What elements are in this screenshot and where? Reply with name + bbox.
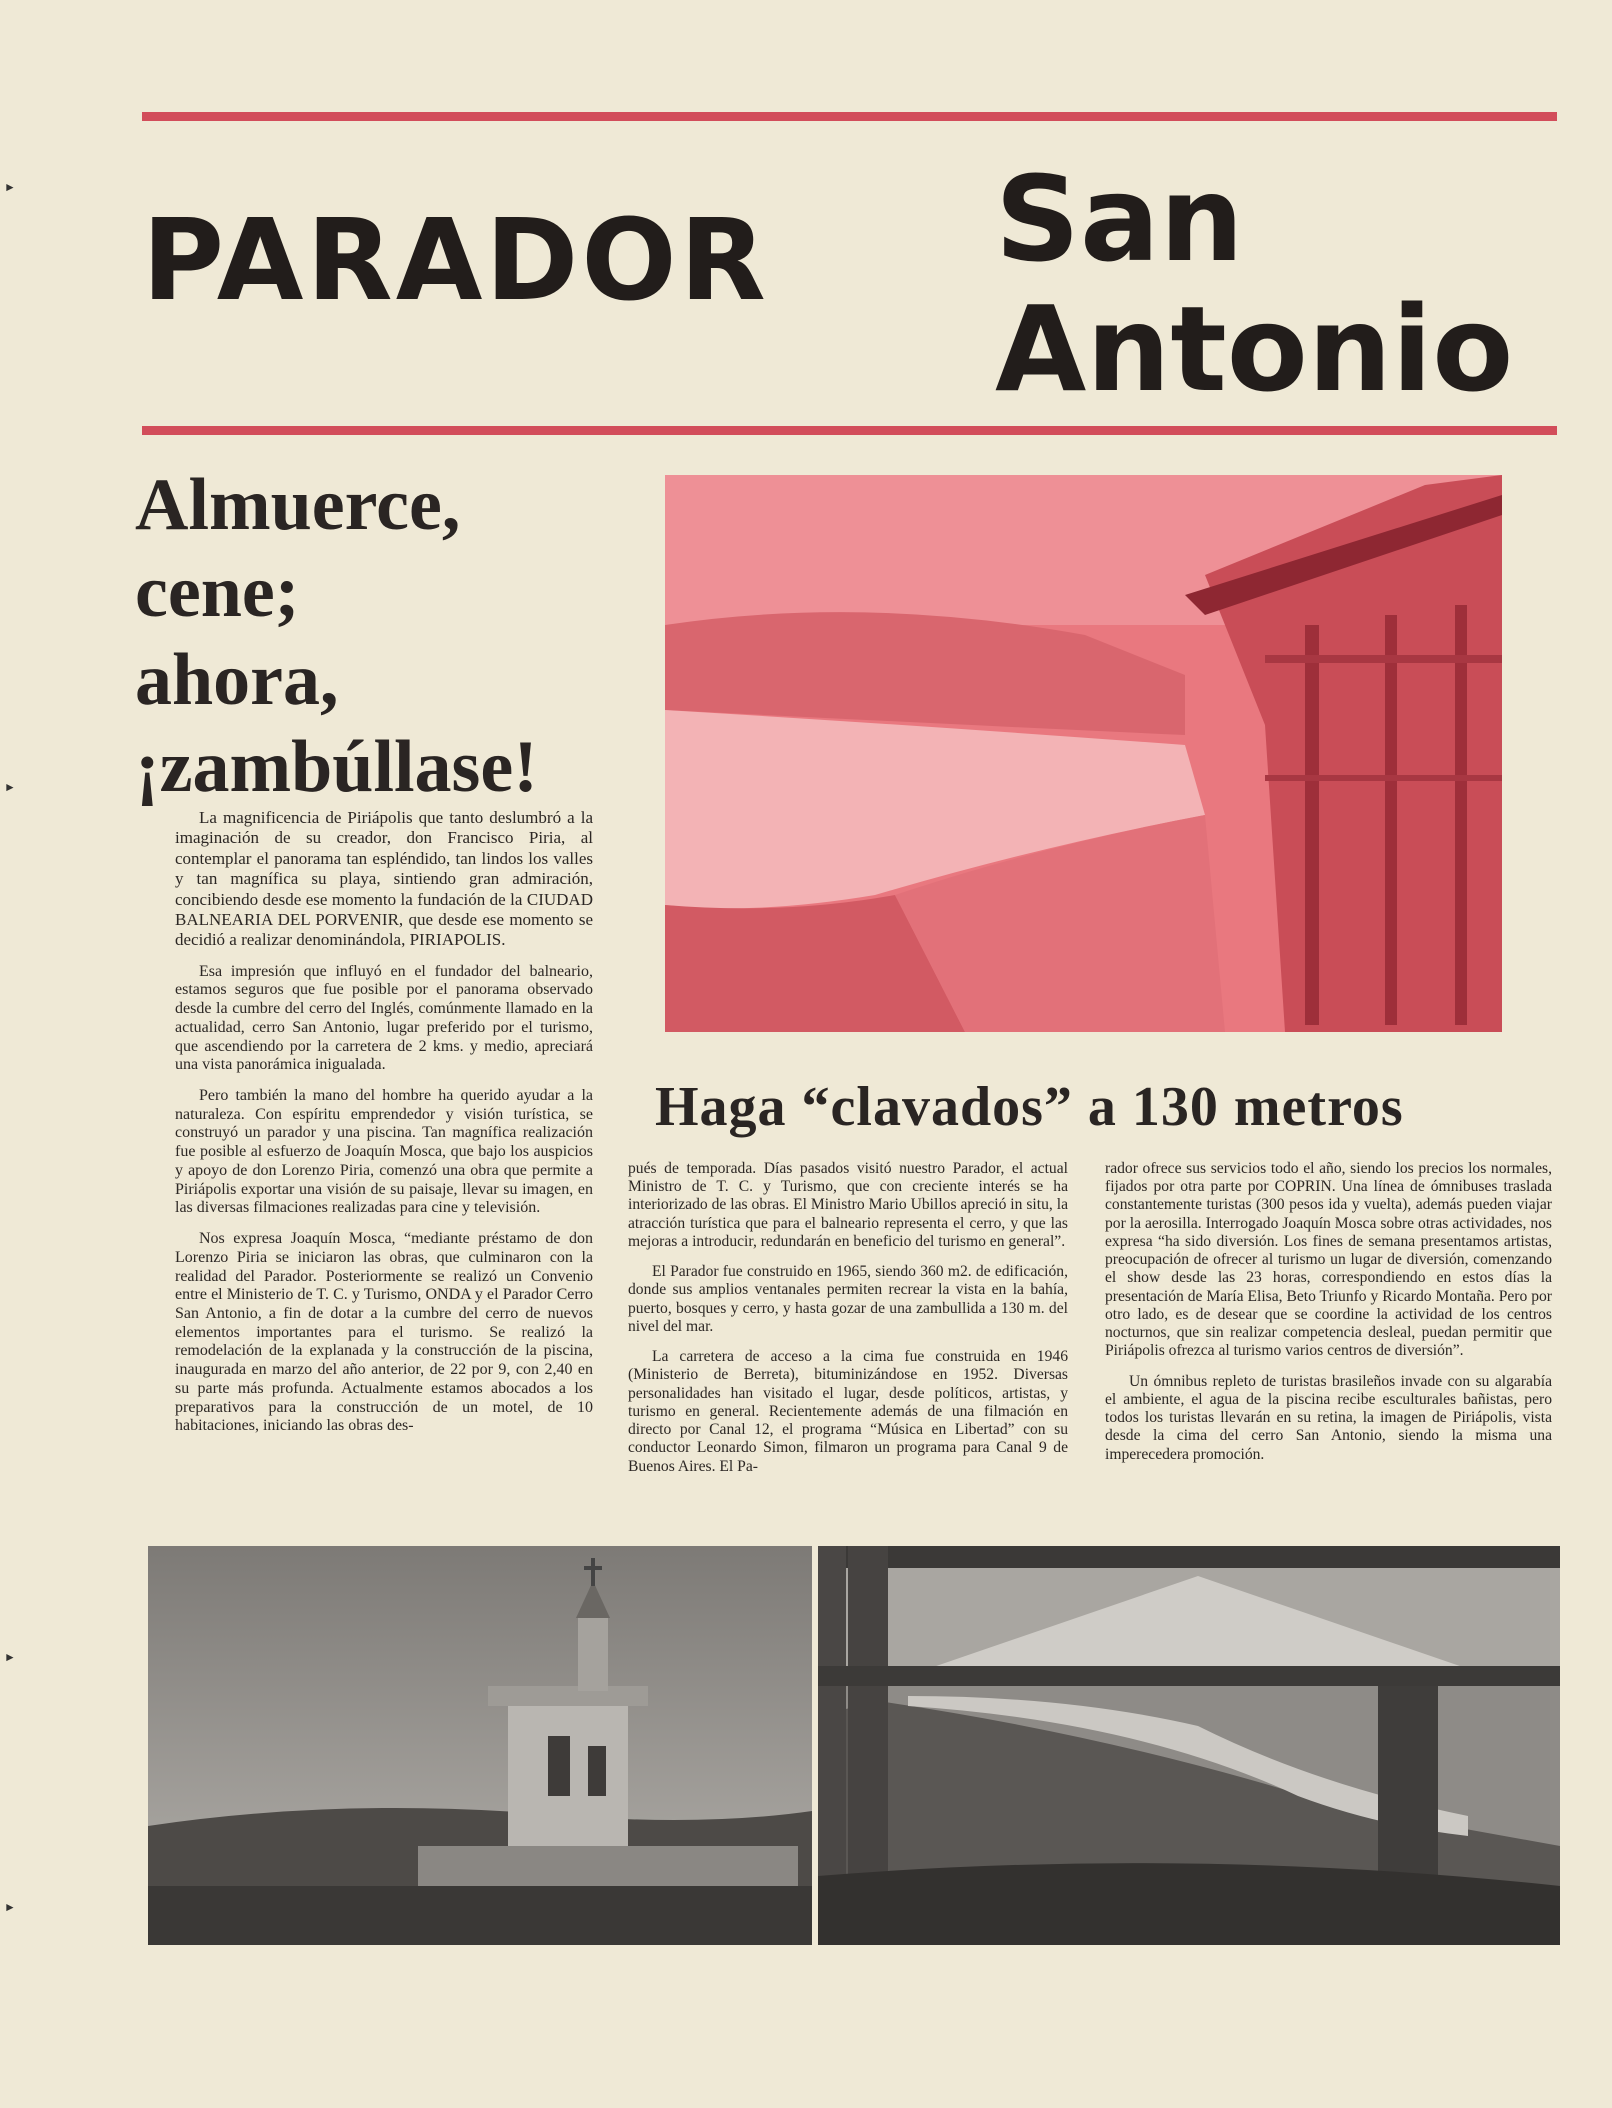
column-1-paragraph: Esa impresión que influyó en el fundador del balneario, estamos seguros que fue posible por el panorama observado desde la cumbre del cerro del Inglés, comúnmente llamado en la actualidad, cerro San Antonio, lugar preferido por el turismo, que ascendiendo por la carretera de 2 kms. y medio, apreciará una vista panorámica inigualada. <box>175 962 593 1074</box>
column-1-paragraph: Nos expresa Joaquín Mosca, “mediante préstamo de don Lorenzo Piria se iniciaron las obras, que culminaron con la realidad del Parador. Posteriormente se realizó un Convenio entre el Ministerio de T. C. y Turismo, ONDA y el Parador Cerro San Antonio, a fin de dotar a la cumbre del cerro de nuevos elementos importantes para el turismo. Se realizó la remodelación de la explanada y la construcción de la piscina, inaugurada en marzo del año anterior, de 22 por 9, con 2,40 en su parte más profunda. Actualmente estamos abocados a los preparativos para la construcción de un motel, de 10 habitaciones, iniciando las obras des- <box>175 1230 593 1435</box>
margin-registration-mark: ► <box>4 180 16 194</box>
subheadline: Haga “clavados” a 130 metros <box>655 1076 1404 1138</box>
column-1-paragraph: La magnificencia de Piriápolis que tanto deslumbró a la imaginación de su creador, don Francisco Piria, al contemplar el panorama tan espléndido, tan lindos los valles y tan magnífica su playa, sintiendo gran admiración, concibiendo desde ese momento la fundación de la CIUDAD BALNEARIA DEL PORVENIR, que desde ese momento se decidió a realizar denominándola, PIRIAPOLIS. <box>175 808 593 950</box>
headline-line-1: Almuerce, <box>135 464 461 546</box>
top-red-rule <box>142 112 1557 121</box>
column-3-paragraph: rador ofrece sus servicios todo el año, siendo los precios los normales, fijados por otra parte por COPRIN. Una línea de ómnibuses traslada constantemente turistas (300 pesos ida y vuelta), además pueden viajar por la aerosilla. Interrogado Joaquín Mosca sobre otras actividades, nos expresa “ha sido diversión. Los fines de semana presentamos artistas, preocupación de ofrecer al turismo un lugar de diversión, comenzando el show desde las 23 horas, correspondiendo en estos días la presentación de María Elisa, Beto Triunfo y Ricardo Montaña. Pero por otro lado, es de desear que se coordine la actividad de los centros nocturnos, que sin realizar competencia desleal, puedan permitir que Piriápolis ofrezca al turismo varios centros de diversión”. <box>1105 1160 1552 1360</box>
headline-line-3: ahora, <box>135 638 339 721</box>
headline-line-2: cene; <box>135 551 300 634</box>
parador-bay-illustration <box>665 475 1502 1032</box>
column-2-paragraph: pués de temporada. Días pasados visitó nuestro Parador, el actual Ministro de T. C. y Turismo, que con creciente interés se ha interiorizado de las obras. El Ministro Mario Ubillos apreció in situ, la atracción turística que para el balneario representa el cerro, y que las mejoras a introducir, redundarán en beneficio del turismo en general”. <box>628 1160 1068 1250</box>
margin-registration-mark: ► <box>4 780 16 794</box>
article-column-1 <box>175 808 593 1448</box>
margin-registration-mark: ► <box>4 1900 16 1914</box>
article-column-2 <box>628 1160 1068 1488</box>
chapel-tower-illustration <box>148 1546 812 1945</box>
column-2-paragraph: El Parador fue construido en 1965, siendo 360 m2. de edificación, donde sus amplios ventanales permiten recrear la vista en la bahía, puerto, bosques y cerro, y hasta gozar de una zambullida a 130 m. del nivel del mar. <box>628 1263 1068 1335</box>
headline-line-4: ¡zambúllase! <box>135 725 538 808</box>
column-1-paragraph: Pero también la mano del hombre ha querido ayudar a la naturaleza. Con espíritu emprendedor y visión turística, se construyó un parador y una piscina. Tan magnífica realización fue posible al esfuerzo de Joaquín Mosca, que bajo los auspicios y apoyo de don Lorenzo Piria, comenzó una obra que permite a Piriápolis exportar una visión de su paisaje, llevar su imagen, en las diversas filmaciones realizadas para cine y televisión. <box>175 1087 593 1217</box>
column-3-paragraph: Un ómnibus repleto de turistas brasileños invade con su algarabía el ambiente, el agua de la piscina recibe esculturales bañistas, pero todos los turistas llevarán en su retina, la imagen de Piriápolis, vista desde la cima del cerro San Antonio, siendo la misma una imperecedera promoción. <box>1105 1372 1552 1463</box>
masthead-title-san: San <box>995 150 1244 288</box>
chapel-tower-photo <box>148 1546 812 1945</box>
bay-view-illustration <box>818 1546 1560 1945</box>
masthead-title-antonio: Antonio <box>995 280 1514 418</box>
masthead-title-parador: PARADOR <box>142 196 769 326</box>
bay-view-photo <box>818 1546 1560 1945</box>
middle-red-rule <box>142 426 1557 435</box>
margin-registration-mark: ► <box>4 1650 16 1664</box>
article-column-3 <box>1105 1160 1552 1476</box>
column-2-paragraph: La carretera de acceso a la cima fue construida en 1946 (Ministerio de Berreta), bituminizándose en 1952. Diversas personalidades han visitado el lugar, desde políticos, artistas, y turismo en general. Recientemente además de una filmación en directo por Canal 12, el programa “Música en Libertad” con su conductor Leonardo Simon, filmaron un programa para Canal 9 de Buenos Aires. El Pa- <box>628 1348 1068 1475</box>
parador-bay-photo <box>665 475 1502 1032</box>
main-headline <box>135 462 615 811</box>
